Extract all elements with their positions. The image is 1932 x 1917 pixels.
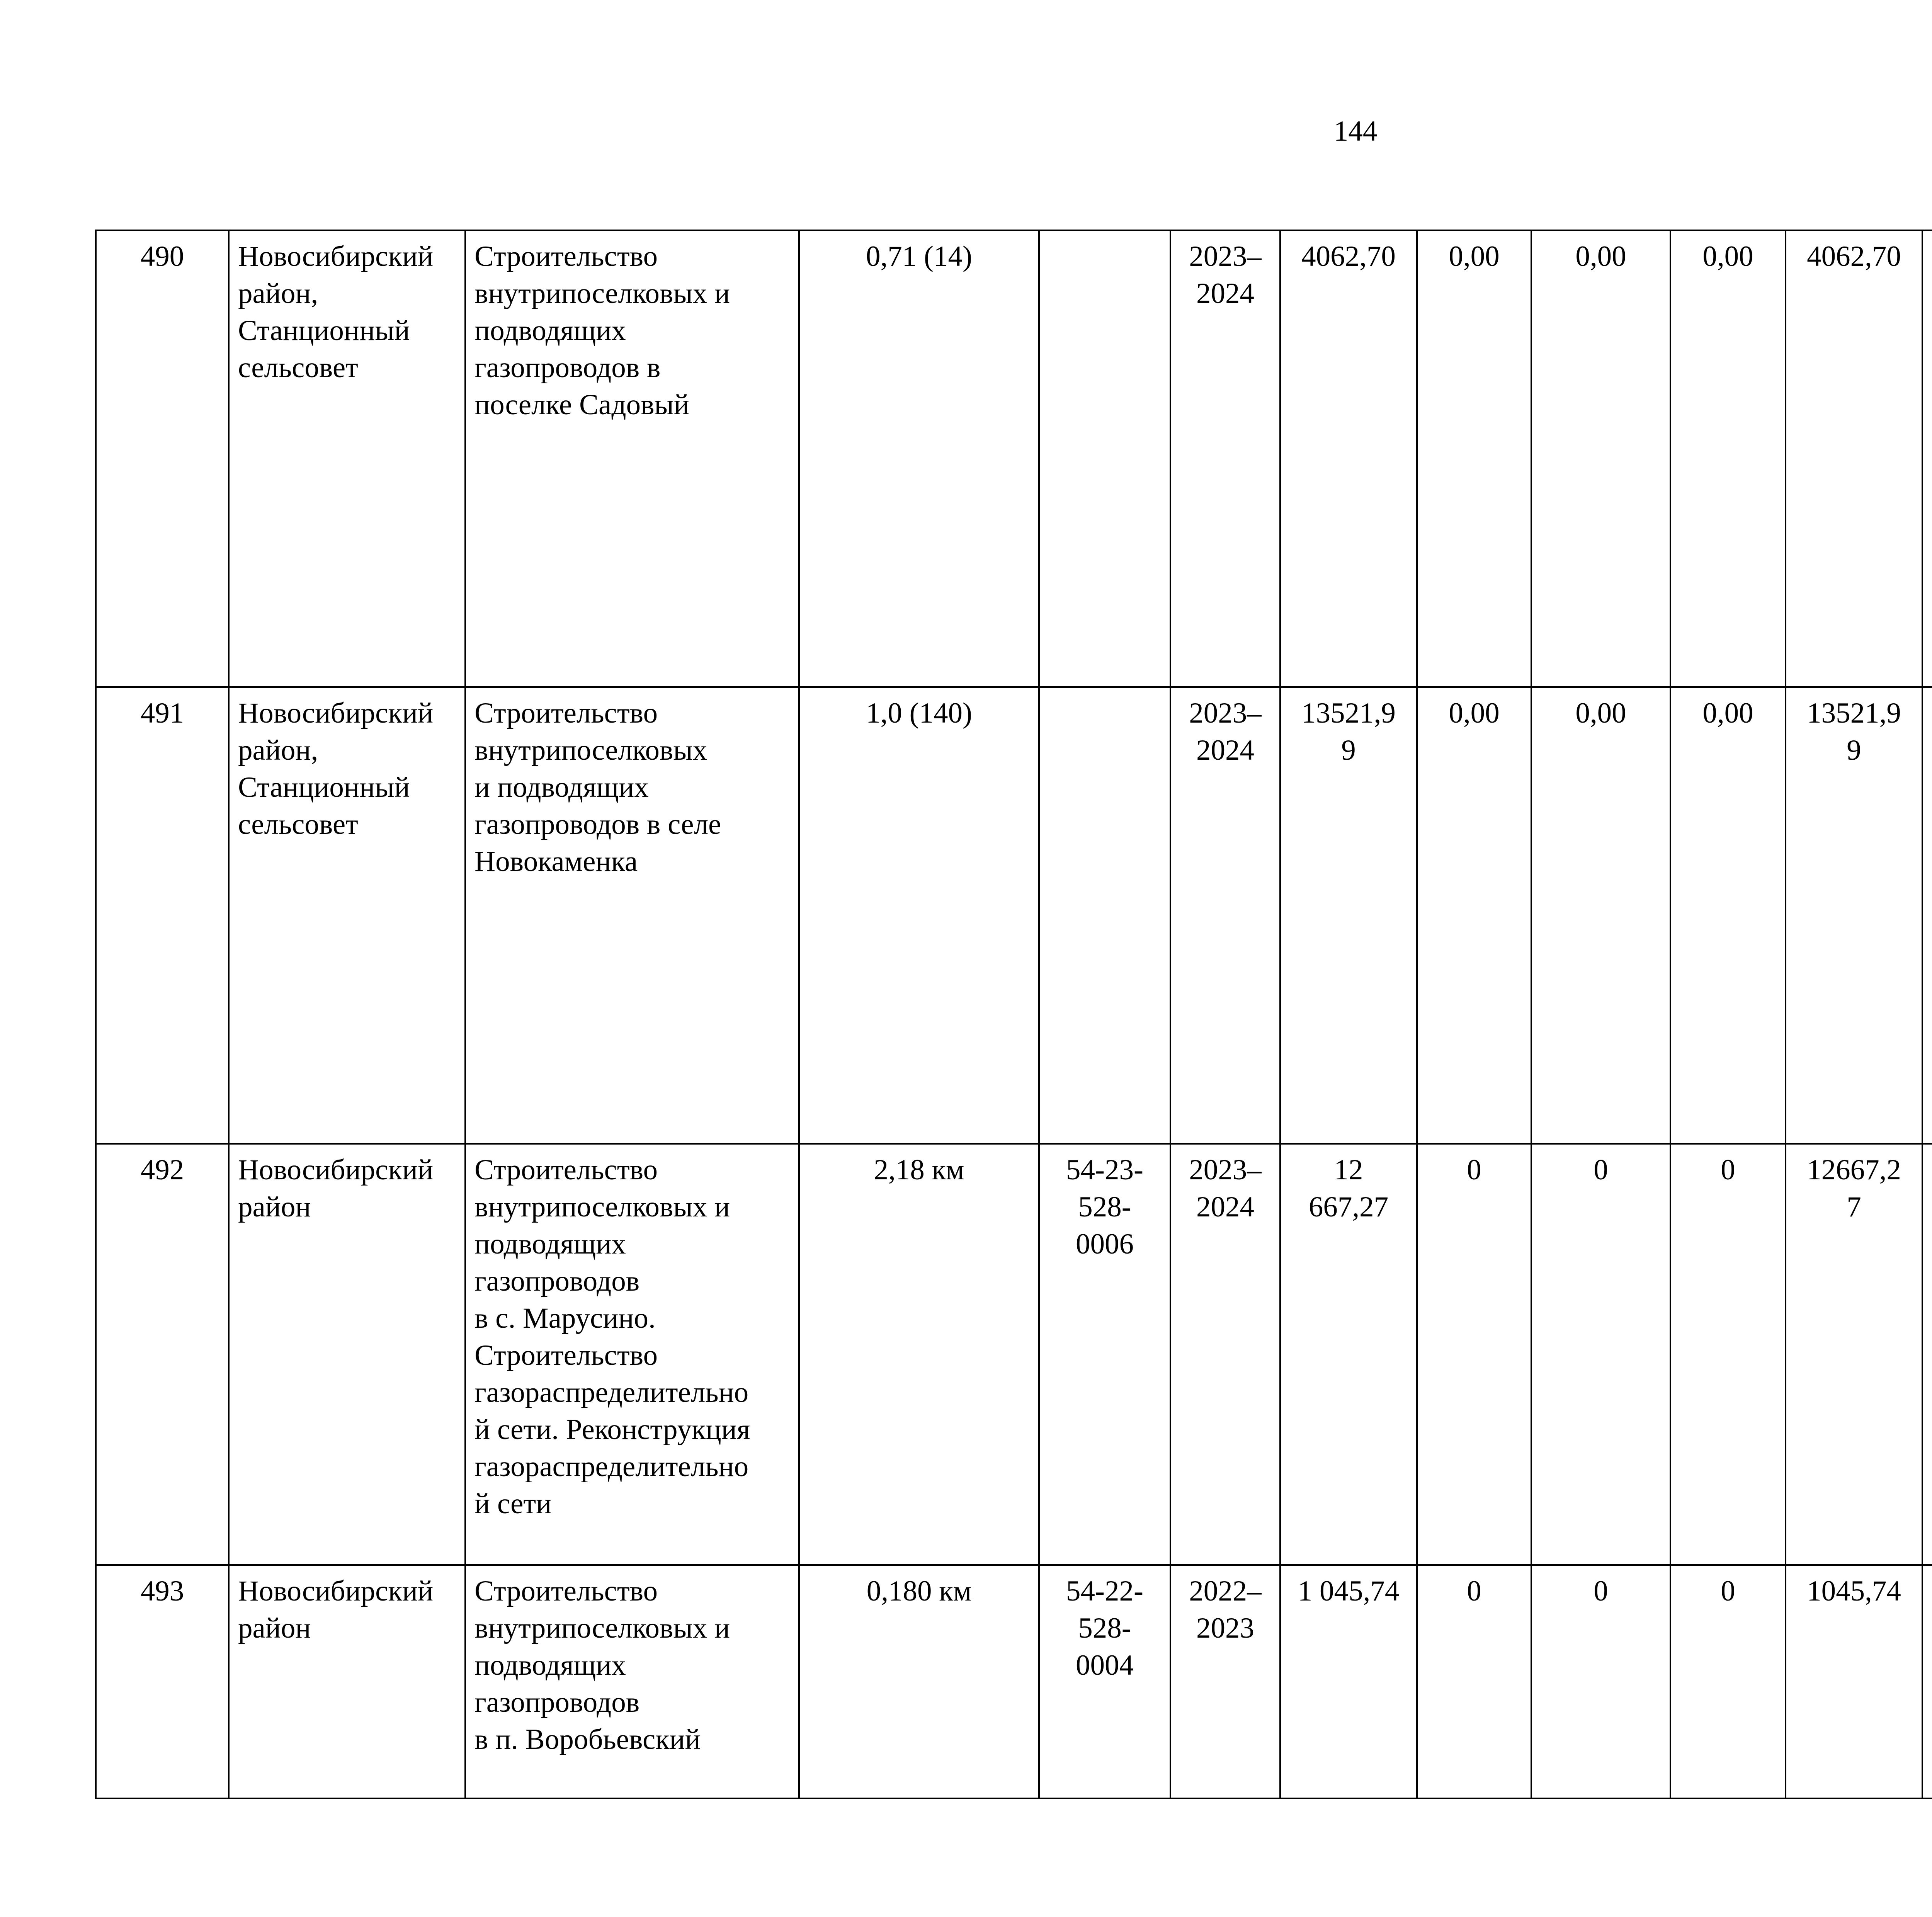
cell-value-4: 4062,70	[1786, 230, 1922, 687]
cell-code: 54-23- 528- 0006	[1039, 1144, 1170, 1565]
cell-code	[1039, 230, 1170, 687]
table-body	[96, 230, 1932, 1798]
cell-value-2: 0	[1531, 1565, 1670, 1798]
cell-area: Новосибирский район	[229, 1144, 465, 1565]
cell-value-4: 13521,9 9	[1786, 687, 1922, 1144]
cell-value-3: 0	[1670, 1565, 1786, 1798]
cell-value-3: 0,00	[1670, 230, 1786, 687]
cell-executor	[1922, 687, 1932, 1144]
cell-object: Строительство внутрипоселковых и подводящих газопроводов в поселке Садовый	[465, 230, 799, 687]
cell-period: 2023– 2024	[1170, 687, 1280, 1144]
cell-number: 493	[96, 1565, 229, 1798]
cell-value-3: 0,00	[1670, 687, 1786, 1144]
cell-executor	[1922, 230, 1932, 687]
page-number: 144	[1333, 115, 1378, 147]
gasification-table	[95, 230, 1932, 1799]
cell-object: Строительство внутрипоселковых и подводящих газопроводов в селе Новокаменка	[465, 687, 799, 1144]
cell-value-1: 0,00	[1417, 230, 1531, 687]
cell-executor	[1922, 1144, 1932, 1565]
cell-value-1: 0	[1417, 1565, 1531, 1798]
table-row	[96, 1144, 1932, 1565]
cell-value-4: 12667,2 7	[1786, 1144, 1922, 1565]
cell-area: Новосибирский район, Станционный сельсовет	[229, 230, 465, 687]
cell-period: 2023– 2024	[1170, 1144, 1280, 1565]
cell-value-3: 0	[1670, 1144, 1786, 1565]
cell-code: 54-22- 528- 0004	[1039, 1565, 1170, 1798]
cell-object: Строительство внутрипоселковых и подводящих газопроводов в п. Воробьевский	[465, 1565, 799, 1798]
cell-length: 2,18 км	[799, 1144, 1039, 1565]
cell-number: 492	[96, 1144, 229, 1565]
cell-total: 4062,70	[1280, 230, 1417, 687]
cell-period: 2022– 2023	[1170, 1565, 1280, 1798]
cell-total: 1 045,74	[1280, 1565, 1417, 1798]
table-row	[96, 230, 1932, 687]
cell-total: 13521,9 9	[1280, 687, 1417, 1144]
cell-value-1: 0	[1417, 1144, 1531, 1565]
cell-area: Новосибирский район, Станционный сельсовет	[229, 687, 465, 1144]
table-row	[96, 687, 1932, 1144]
cell-length: 1,0 (140)	[799, 687, 1039, 1144]
cell-value-1: 0,00	[1417, 687, 1531, 1144]
table-row	[96, 1565, 1932, 1798]
cell-executor	[1922, 1565, 1932, 1798]
cell-value-2: 0,00	[1531, 230, 1670, 687]
cell-object: Строительство внутрипоселковых и подводящих газопроводов в с. Марусино. Строительство газораспределительно й сети. Реконструкция газораспределительно й сети	[465, 1144, 799, 1565]
cell-period: 2023– 2024	[1170, 230, 1280, 687]
cell-value-2: 0	[1531, 1144, 1670, 1565]
cell-total: 12 667,27	[1280, 1144, 1417, 1565]
cell-number: 490	[96, 230, 229, 687]
cell-value-4: 1045,74	[1786, 1565, 1922, 1798]
cell-value-2: 0,00	[1531, 687, 1670, 1144]
cell-length: 0,71 (14)	[799, 230, 1039, 687]
cell-number: 491	[96, 687, 229, 1144]
cell-code	[1039, 687, 1170, 1144]
cell-area: Новосибирский район	[229, 1565, 465, 1798]
cell-length: 0,180 км	[799, 1565, 1039, 1798]
